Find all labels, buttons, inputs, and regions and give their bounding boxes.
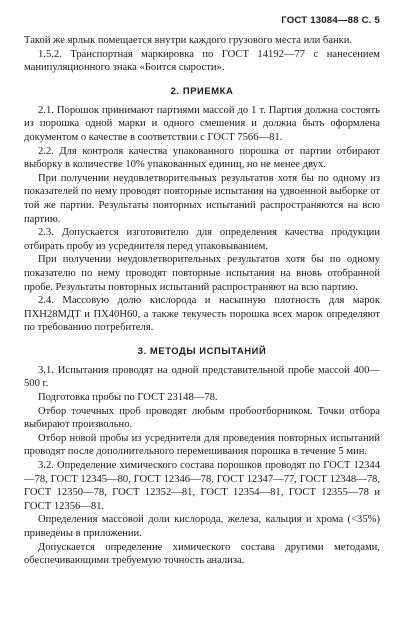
paragraph: Такой же ярлык помещается внутри каждого грузового места или банки. (24, 35, 353, 46)
paragraph: 3.1. Испытания проводят на одной представительной пробе массой 400—500 г. (24, 364, 380, 390)
paragraph: При получении неудовлетворительных результатов хотя бы по одному показателю по нему проводят повторные испытания на вновь отобранной пробе. Результаты повторных испытаний распространяют на всю партию. (24, 254, 380, 293)
paragraph: Допускается определение химического состава другими методами, обеспечивающими требуемую точность анализа. (24, 541, 380, 567)
section-heading-test-methods: 3. МЕТОДЫ ИСПЫТАНИЙ (137, 344, 267, 356)
running-header: ГОСТ 13084—88 С. 5 (281, 15, 380, 26)
paragraph: 2.3. Допускается изготовителю для определения качества продукции отбирать пробу из усреднителя перед упаковыванием. (24, 227, 380, 252)
paragraph: 2.4. Массовую долю кислорода и насыпную плотность для марок ПХН28МДТ и ПХ40Н60, а также текучесть порошка всех марок определяют по требованию потребителя. (24, 295, 380, 334)
paragraph: Подготовка пробы по ГОСТ 23148—78. (38, 392, 218, 404)
paragraph: Отбор точечных проб проводят любым пробоотборником. Точки отбора выбирают произвольно. (24, 405, 380, 431)
paragraph: При получении неудовлетворительных результатов хотя бы по одному из показателей по нему проводят повторные испытания на удвоенной выборке от той же партии. Результаты повторных испытаний распространяются на всю партию. (24, 172, 380, 225)
paragraph: 2.1. Порошок принимают партиями массой до 1 т. Партия должна состоять из порошка одной марки и одного смешения и должна быть оформлена документом о качестве в соответствии с ГОСТ 7566—81. (24, 104, 380, 143)
section-heading-acceptance: 2. ПРИЕМКА (170, 84, 234, 96)
paragraph: 3.2. Определение химического состава порошков проводят по ГОСТ 12344—78, ГОСТ 12345—80, ГОСТ 12346—78, ГОСТ 12347—77, ГОСТ 12348—78, ГОСТ 12350—78, ГОСТ 12352—81, ГОСТ 12354—81, ГОСТ 12355—78 и ГОСТ 12356—81. (24, 460, 380, 512)
paragraph: 1.5.2. Транспортная маркировка по ГОСТ 14192—77 с нанесением манипуляционного знака «Боится сырости». (24, 48, 380, 74)
document-page (24, 14, 380, 568)
paragraph: Определения массовой доли кислорода, железа, кальция и хрома (<35%) приведены в приложении. (24, 514, 380, 539)
section-acceptance (24, 104, 380, 335)
paragraph: 2.2. Для контроля качества упакованного порошка от партии отбирают выборку в количестве 10% упакованных единиц, но не менее двух. (24, 145, 380, 171)
section-intro (24, 34, 380, 75)
paragraph: Отбор новой пробы из усреднителя для проведения повторных испытаний проводят после дополнительного перемешивания порошка в течение 5 мин. (24, 432, 380, 458)
section-test-methods (24, 364, 380, 568)
